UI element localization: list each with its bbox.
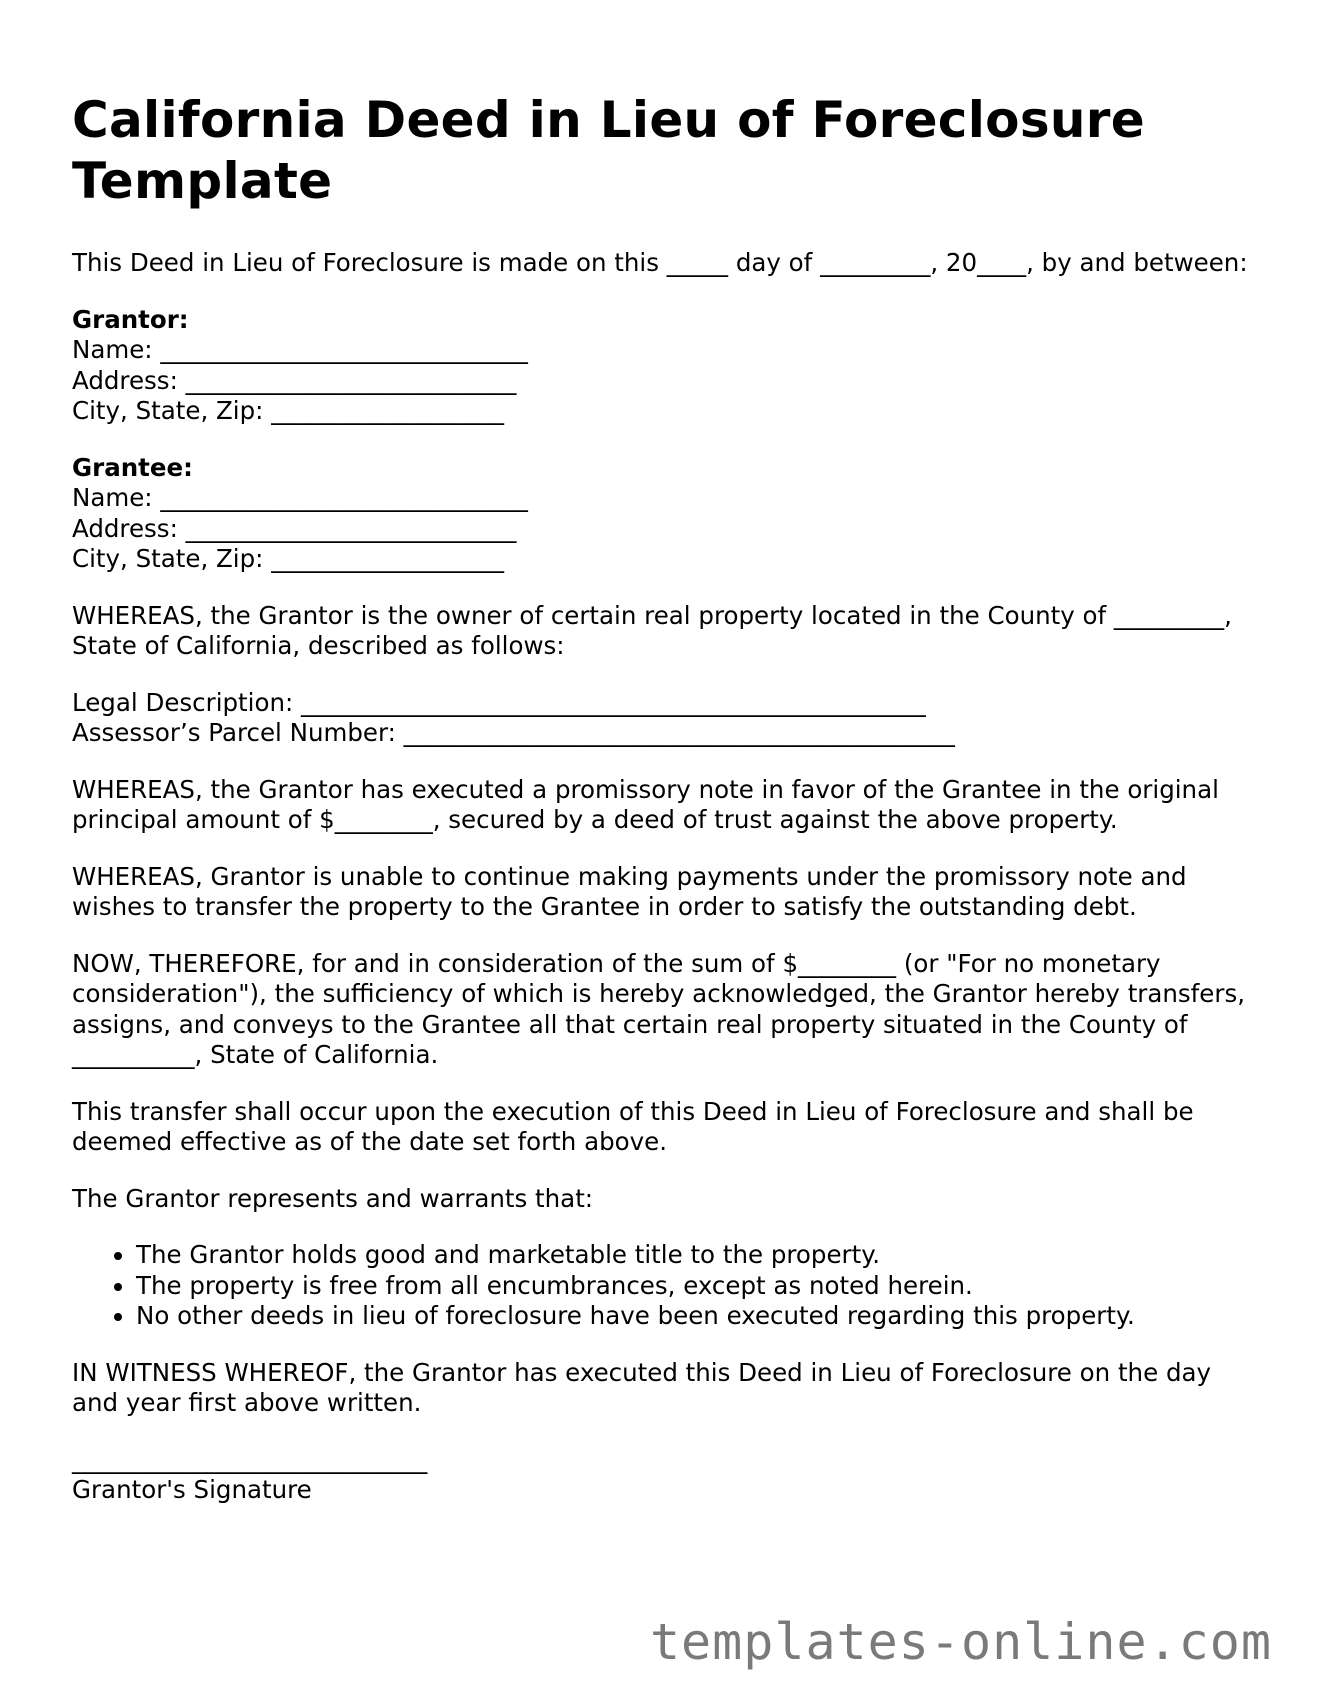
now-therefore-paragraph: NOW, THEREFORE, for and in consideration of the sum of $________ (or "For no monetary consideration"), the sufficiency of which is hereby acknowledged, the Grantor hereby transfers, assigns, and conveys to the Grantee all that certain real property situated in the County of __________, State of California. xyxy=(72,948,1245,1069)
grantee-city-field: City, State, Zip: ___________________ xyxy=(72,544,504,573)
warrants-list xyxy=(72,1240,1252,1332)
grantor-address-field: Address: ___________________________ xyxy=(72,365,517,395)
witness-paragraph: IN WITNESS WHEREOF, the Grantor has executed this Deed in Lieu of Foreclosure on the day and year first above written. xyxy=(72,1357,1212,1417)
signature-label: Grantor's Signature xyxy=(72,1475,312,1504)
whereas-unable-paragraph: WHEREAS, Grantor is unable to continue making payments under the promissory note and wishes to transfer the property to the Grantee in order to satisfy the outstanding debt. xyxy=(72,861,1187,921)
list-item: • The property is free from all encumbrances, except as noted herein. xyxy=(136,1271,1252,1302)
grantor-city-field: City, State, Zip: ___________________ xyxy=(72,396,504,425)
list-item: • The Grantor holds good and marketable title to the property. xyxy=(136,1240,1252,1271)
document-page xyxy=(72,90,1252,1506)
grantee-address-field: Address: ___________________________ xyxy=(72,513,517,543)
grantee-heading: Grantee: xyxy=(72,452,193,482)
legal-description-field: Legal Description: ___________________________________________________ xyxy=(72,687,926,717)
document-title: California Deed in Lieu of Foreclosure Template xyxy=(72,91,1145,210)
parcel-number-field: Assessor’s Parcel Number: _____________________________________________ xyxy=(72,718,955,747)
grantee-name-field: Name: ______________________________ xyxy=(72,483,528,512)
grantee-section xyxy=(72,453,1252,575)
property-section xyxy=(72,688,1252,749)
whereas-note-paragraph: WHEREAS, the Grantor has executed a promissory note in favor of the Grantee in the original principal amount of $________, secured by a deed of trust against the above property. xyxy=(72,774,1219,834)
warrants-intro: The Grantor represents and warrants that: xyxy=(72,1183,594,1213)
grantor-section xyxy=(72,305,1252,427)
whereas-owner-paragraph: WHEREAS, the Grantor is the owner of certain real property located in the County of _________, State of California, described as follows: xyxy=(72,600,1232,660)
grantor-name-field: Name: ______________________________ xyxy=(72,335,528,364)
watermark: templates-online.com xyxy=(649,1613,1272,1671)
intro-paragraph: This Deed in Lieu of Foreclosure is made on this _____ day of _________, 20____, by and between: xyxy=(72,248,1248,277)
grantor-heading: Grantor: xyxy=(72,304,189,334)
signature-line: _____________________________ xyxy=(72,1444,428,1474)
list-item: • No other deeds in lieu of foreclosure have been executed regarding this property. xyxy=(136,1301,1252,1332)
transfer-paragraph: This transfer shall occur upon the execution of this Deed in Lieu of Foreclosure and shall be deemed effective as of the date set forth above. xyxy=(72,1096,1194,1156)
